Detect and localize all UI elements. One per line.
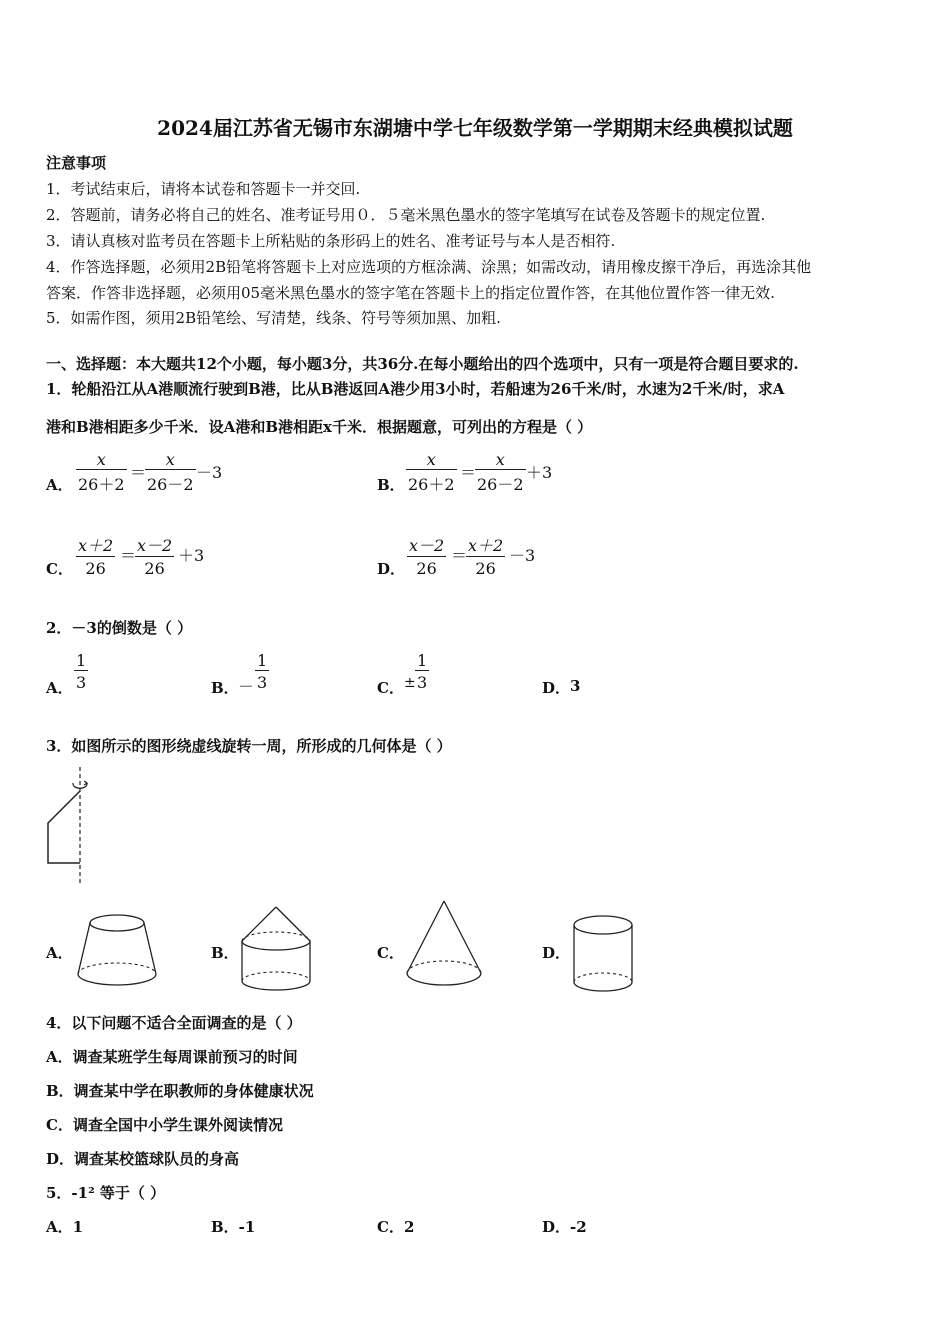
denominator: 26－2 xyxy=(475,469,526,495)
equals-sign: ＝ xyxy=(130,463,147,482)
rotation-figure xyxy=(40,765,100,890)
frustum-shape-icon xyxy=(74,912,164,992)
question-4-stem: 4．以下问题不适合全面调查的是（ ） xyxy=(46,1014,302,1032)
option-label[interactable]: B． xyxy=(211,944,239,962)
fraction xyxy=(76,533,115,578)
denominator: 3 xyxy=(255,670,269,692)
option-item[interactable]: C．2 xyxy=(377,1218,415,1236)
numerator: x－2 xyxy=(409,536,445,555)
fraction xyxy=(145,450,196,495)
option-label[interactable]: D． xyxy=(542,679,571,697)
section-heading: 一、选择题：本大题共12个小题，每小题3分，共36分.在每小题给出的四个选项中，只有一项是符合题目要求的. xyxy=(46,355,799,373)
option-label[interactable]: C． xyxy=(377,944,404,962)
option-item[interactable]: A．调查某班学生每周课前预习的时间 xyxy=(46,1048,298,1066)
cone-shape-icon xyxy=(403,898,489,996)
notice-item: 答案．作答非选择题，必须用05毫米黑色墨水的签字笔在答题卡上的指定位置作答，在其他位置作答一律无效. xyxy=(46,284,775,302)
fraction xyxy=(406,450,457,495)
denominator: 3 xyxy=(74,670,88,692)
numerator: x xyxy=(426,450,436,469)
constant-term: －3 xyxy=(196,463,223,482)
option-label[interactable]: A． xyxy=(46,679,73,697)
option-value: 3 xyxy=(570,677,581,695)
fraction xyxy=(74,651,88,692)
equals-sign: ＝ xyxy=(120,546,137,565)
cone-on-cylinder-shape-icon xyxy=(238,905,318,995)
denominator: 26 xyxy=(466,556,505,578)
option-item[interactable]: C．调查全国中小学生课外阅读情况 xyxy=(46,1116,283,1134)
fraction xyxy=(466,533,505,578)
option-label[interactable]: D． xyxy=(542,944,571,962)
option-label[interactable]: B． xyxy=(377,476,405,494)
notice-item: 1．考试结束后，请将本试卷和答题卡一并交回. xyxy=(46,180,361,198)
denominator: 3 xyxy=(415,670,429,692)
denominator: 26＋2 xyxy=(76,469,127,495)
numerator: x＋2 xyxy=(468,536,504,555)
question-2-stem: 2．－3的倒数是（ ） xyxy=(46,619,193,637)
fraction xyxy=(135,533,174,578)
notice-item: 2．答题前，请务必将自己的姓名、准考证号用０．５毫米黑色墨水的签字笔填写在试卷及答题卡的规定位置. xyxy=(46,206,766,224)
fraction xyxy=(475,450,526,495)
constant-term: ＋3 xyxy=(178,546,205,565)
option-label[interactable]: D． xyxy=(377,560,406,578)
denominator: 26 xyxy=(135,556,174,578)
option-label[interactable]: C． xyxy=(377,679,404,697)
denominator: 26－2 xyxy=(145,469,196,495)
question-5-stem: 5．-1² 等于（ ） xyxy=(46,1184,166,1202)
notice-item: 3．请认真核对监考员在答题卡上所粘贴的条形码上的姓名、准考证号与本人是否相符. xyxy=(46,232,616,250)
minus-sign: － xyxy=(238,677,255,696)
denominator: 26＋2 xyxy=(406,469,457,495)
notice-item: 4．作答选择题，必须用2B铅笔将答题卡上对应选项的方框涂满、涂黑；如需改动，请用橡皮擦干净后，再选涂其他 xyxy=(46,258,812,276)
option-item[interactable]: D．-2 xyxy=(542,1218,587,1236)
option-label[interactable]: B． xyxy=(211,679,239,697)
constant-term: ＋3 xyxy=(526,463,553,482)
notice-heading: 注意事项 xyxy=(46,154,107,172)
option-item[interactable]: A．1 xyxy=(46,1218,84,1236)
constant-term: －3 xyxy=(509,546,536,565)
numerator: x＋2 xyxy=(78,536,114,555)
numerator: x xyxy=(165,450,175,469)
plus-minus-sign: ± xyxy=(404,675,416,691)
numerator: 1 xyxy=(417,651,428,670)
equals-sign: ＝ xyxy=(451,546,468,565)
question-1-stem: 1．轮船沿江从A港顺流行驶到B港，比从B港返回A港少用3小时，若船速为26千米/时，水速为2千米/时，求A xyxy=(46,380,785,398)
numerator: x xyxy=(96,450,106,469)
numerator: 1 xyxy=(76,651,87,670)
option-label[interactable]: A． xyxy=(46,944,73,962)
denominator: 26 xyxy=(407,556,446,578)
question-3-stem: 3．如图所示的图形绕虚线旋转一周，所形成的几何体是（ ） xyxy=(46,737,452,755)
equals-sign: ＝ xyxy=(460,463,477,482)
cylinder-shape-icon xyxy=(570,912,640,996)
denominator: 26 xyxy=(76,556,115,578)
page-title: 2024届江苏省无锡市东湖塘中学七年级数学第一学期期末经典模拟试题 xyxy=(157,116,793,140)
fraction xyxy=(255,651,269,692)
fraction xyxy=(415,651,429,692)
question-1-stem-continued: 港和B港相距多少千米．设A港和B港相距x千米．根据题意，可列出的方程是（ ） xyxy=(46,418,593,436)
notice-item: 5．如需作图，须用2B铅笔绘、写清楚，线条、符号等须加黑、加粗. xyxy=(46,309,501,327)
numerator: x－2 xyxy=(137,536,173,555)
option-item[interactable]: B．-1 xyxy=(211,1218,256,1236)
numerator: x xyxy=(495,450,505,469)
option-item[interactable]: B．调查某中学在职教师的身体健康状况 xyxy=(46,1082,314,1100)
option-label[interactable]: A． xyxy=(46,476,73,494)
fraction xyxy=(407,533,446,578)
option-label[interactable]: C． xyxy=(46,560,73,578)
fraction xyxy=(76,450,127,495)
numerator: 1 xyxy=(257,651,268,670)
option-item[interactable]: D．调查某校篮球队员的身高 xyxy=(46,1150,240,1168)
